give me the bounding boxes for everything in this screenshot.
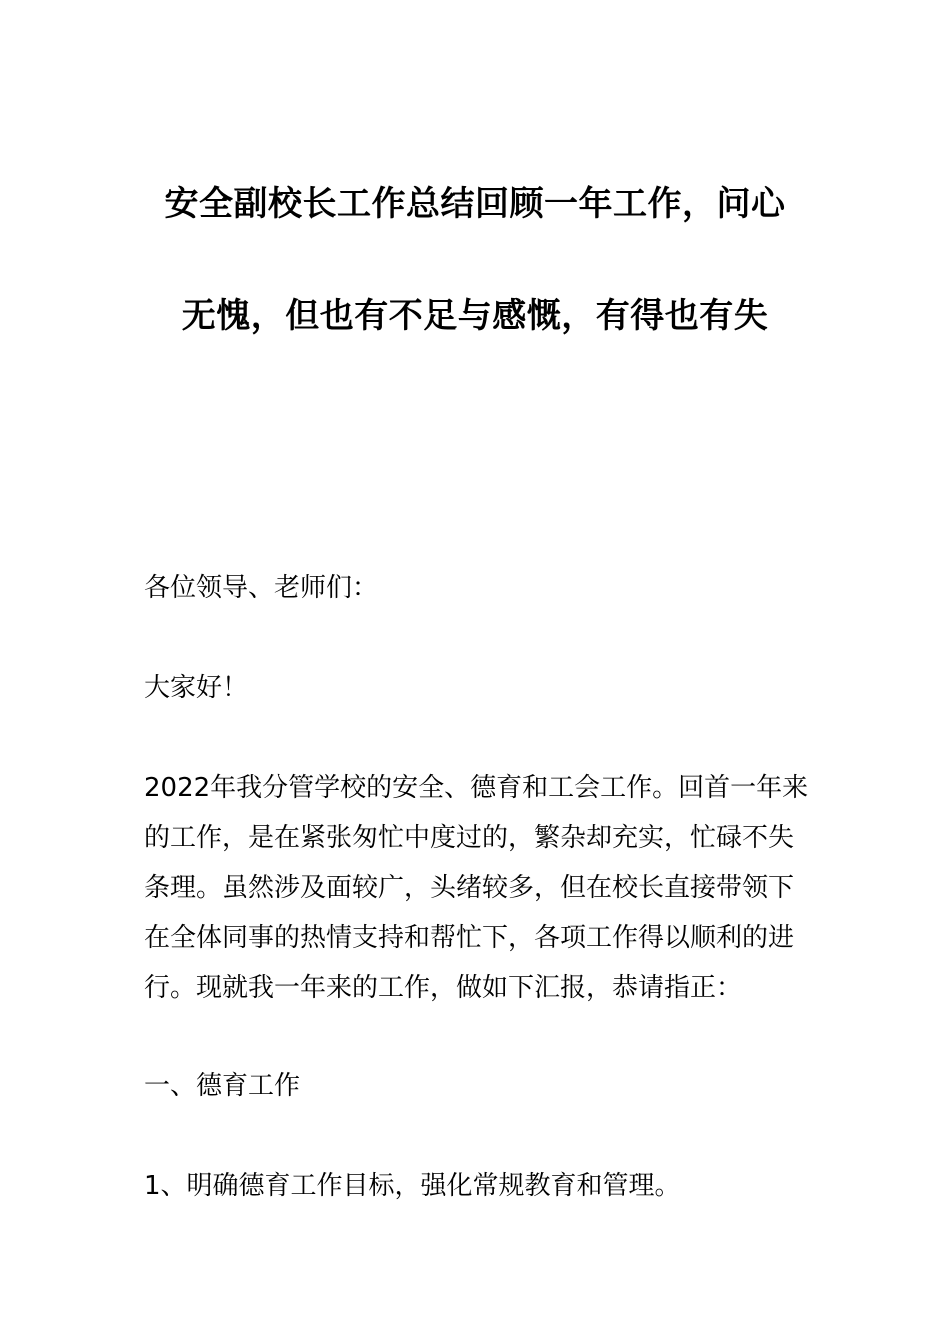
document-title	[120, 148, 830, 372]
paragraph-line: 条理。虽然涉及面较广，头绪较多，但在校长直接带领下	[144, 873, 795, 903]
section-heading: 一、德育工作	[144, 1071, 301, 1101]
salutation: 各位领导、老师们：	[144, 573, 379, 603]
greeting: 大家好！	[144, 673, 249, 703]
subsection-heading: 1、明确德育工作目标，强化常规教育和管理。	[144, 1171, 681, 1201]
paragraph-line: 在全体同事的热情支持和帮忙下，各项工作得以顺利的进	[144, 923, 795, 953]
title-line-2: 无愧，但也有不足与感慨，有得也有失	[181, 296, 769, 336]
intro-paragraph	[144, 763, 814, 1013]
paragraph-line: 行。现就我一年来的工作，做如下汇报，恭请指正：	[144, 973, 743, 1003]
paragraph-line: 的工作，是在紧张匆忙中度过的，繁杂却充实，忙碌不失	[144, 823, 795, 853]
title-line-1: 安全副校长工作总结回顾一年工作，问心	[164, 184, 786, 224]
paragraph-line: 2022年我分管学校的安全、德育和工会工作。回首一年来	[144, 773, 809, 803]
